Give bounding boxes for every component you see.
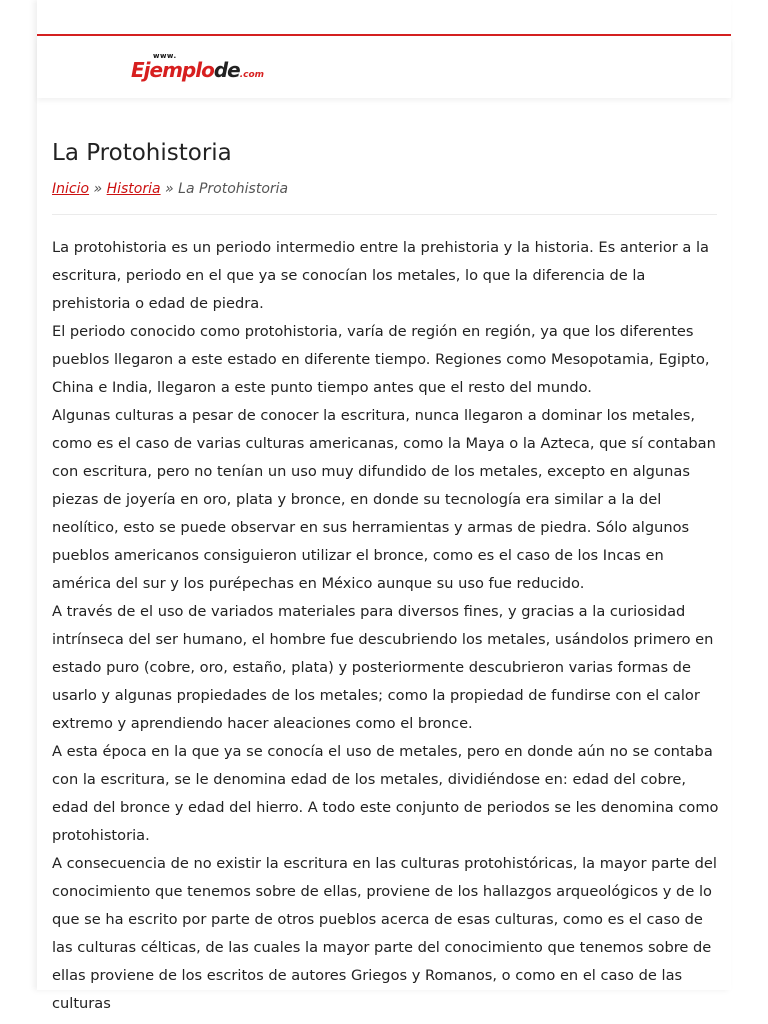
logo-wordmark bbox=[131, 58, 264, 82]
logo-de: de bbox=[213, 58, 240, 82]
article-paragraph: El periodo conocido como protohistoria, varía de región en región, ya que los diferentes pueblos llegaron a este estado en diferente tiempo. Regiones como Mesopotamia, Egipto, China e India, llegaron a este punto tiempo antes que el resto del mundo. bbox=[52, 323, 710, 396]
breadcrumb-current: La Protohistoria bbox=[178, 181, 289, 197]
breadcrumb-separator: » bbox=[93, 181, 103, 197]
page-title: La Protohistoria bbox=[52, 140, 232, 166]
breadcrumb bbox=[52, 181, 288, 197]
site-header bbox=[37, 36, 731, 98]
article-paragraph: A consecuencia de no existir la escritura en las culturas protohistóricas, la mayor parte del conocimiento que tenemos sobre de ellas, proviene de los hallazgos arqueológicos y de lo que se ha escrito por parte de otros pueblos acerca de esas culturas, como es el caso de las culturas célticas, de las cuales la mayor parte del conocimiento que tenemos sobre de ellas proviene de los escritos de autores Griegos y Romanos, o como en el caso de las culturas bbox=[52, 855, 717, 1012]
page-container bbox=[37, 0, 731, 1012]
site-logo[interactable] bbox=[131, 52, 291, 84]
logo-ejemplo: Ejemplo bbox=[131, 58, 214, 82]
article-paragraph: A través de el uso de variados materiales para diversos fines, y gracias a la curiosidad intrínseca del ser humano, el hombre fue descubriendo los metales, usándolos primero en estado puro (cobre, oro, estaño, plata) y posteriormente descubrieron varias formas de usarlo y algunas propiedades de los metales; como la propiedad de fundirse con el calor extremo y aprendiendo hacer aleaciones como el bronce. bbox=[52, 603, 714, 732]
logo-www: www. bbox=[153, 52, 177, 60]
article-paragraph: La protohistoria es un periodo intermedio entre la prehistoria y la historia. Es anterior a la escritura, periodo en el que ya se conocían los metales, lo que la diferencia de la prehistoria o edad de piedra. bbox=[52, 239, 709, 312]
logo-com: .com bbox=[239, 70, 265, 80]
title-divider bbox=[52, 214, 717, 215]
breadcrumb-category-link[interactable]: Historia bbox=[106, 181, 161, 197]
article-paragraph: Algunas culturas a pesar de conocer la escritura, nunca llegaron a dominar los metales, como es el caso de varias culturas americanas, como la Maya o la Azteca, que sí contaban con escritura, pero no tenían un uso muy difundido de los metales, excepto en algunas piezas de joyería en oro, plata y bronce, en donde su tecnología era similar a la del neolítico, esto se puede observar en sus herramientas y armas de piedra. Sólo algunos pueblos americanos consiguieron utilizar el bronce, como es el caso de los Incas en américa del sur y los purépechas en México aunque su uso fue reducido. bbox=[52, 407, 716, 592]
article-paragraph: A esta época en la que ya se conocía el uso de metales, pero en donde aún no se contaba con la escritura, se le denomina edad de los metales, dividiéndose en: edad del cobre, edad del bronce y edad del hierro. A todo este conjunto de periodos se les denomina como protohistoria. bbox=[52, 743, 719, 844]
breadcrumb-separator: » bbox=[165, 181, 174, 197]
article-body bbox=[52, 234, 720, 1018]
breadcrumb-home-link[interactable]: Inicio bbox=[52, 181, 90, 197]
